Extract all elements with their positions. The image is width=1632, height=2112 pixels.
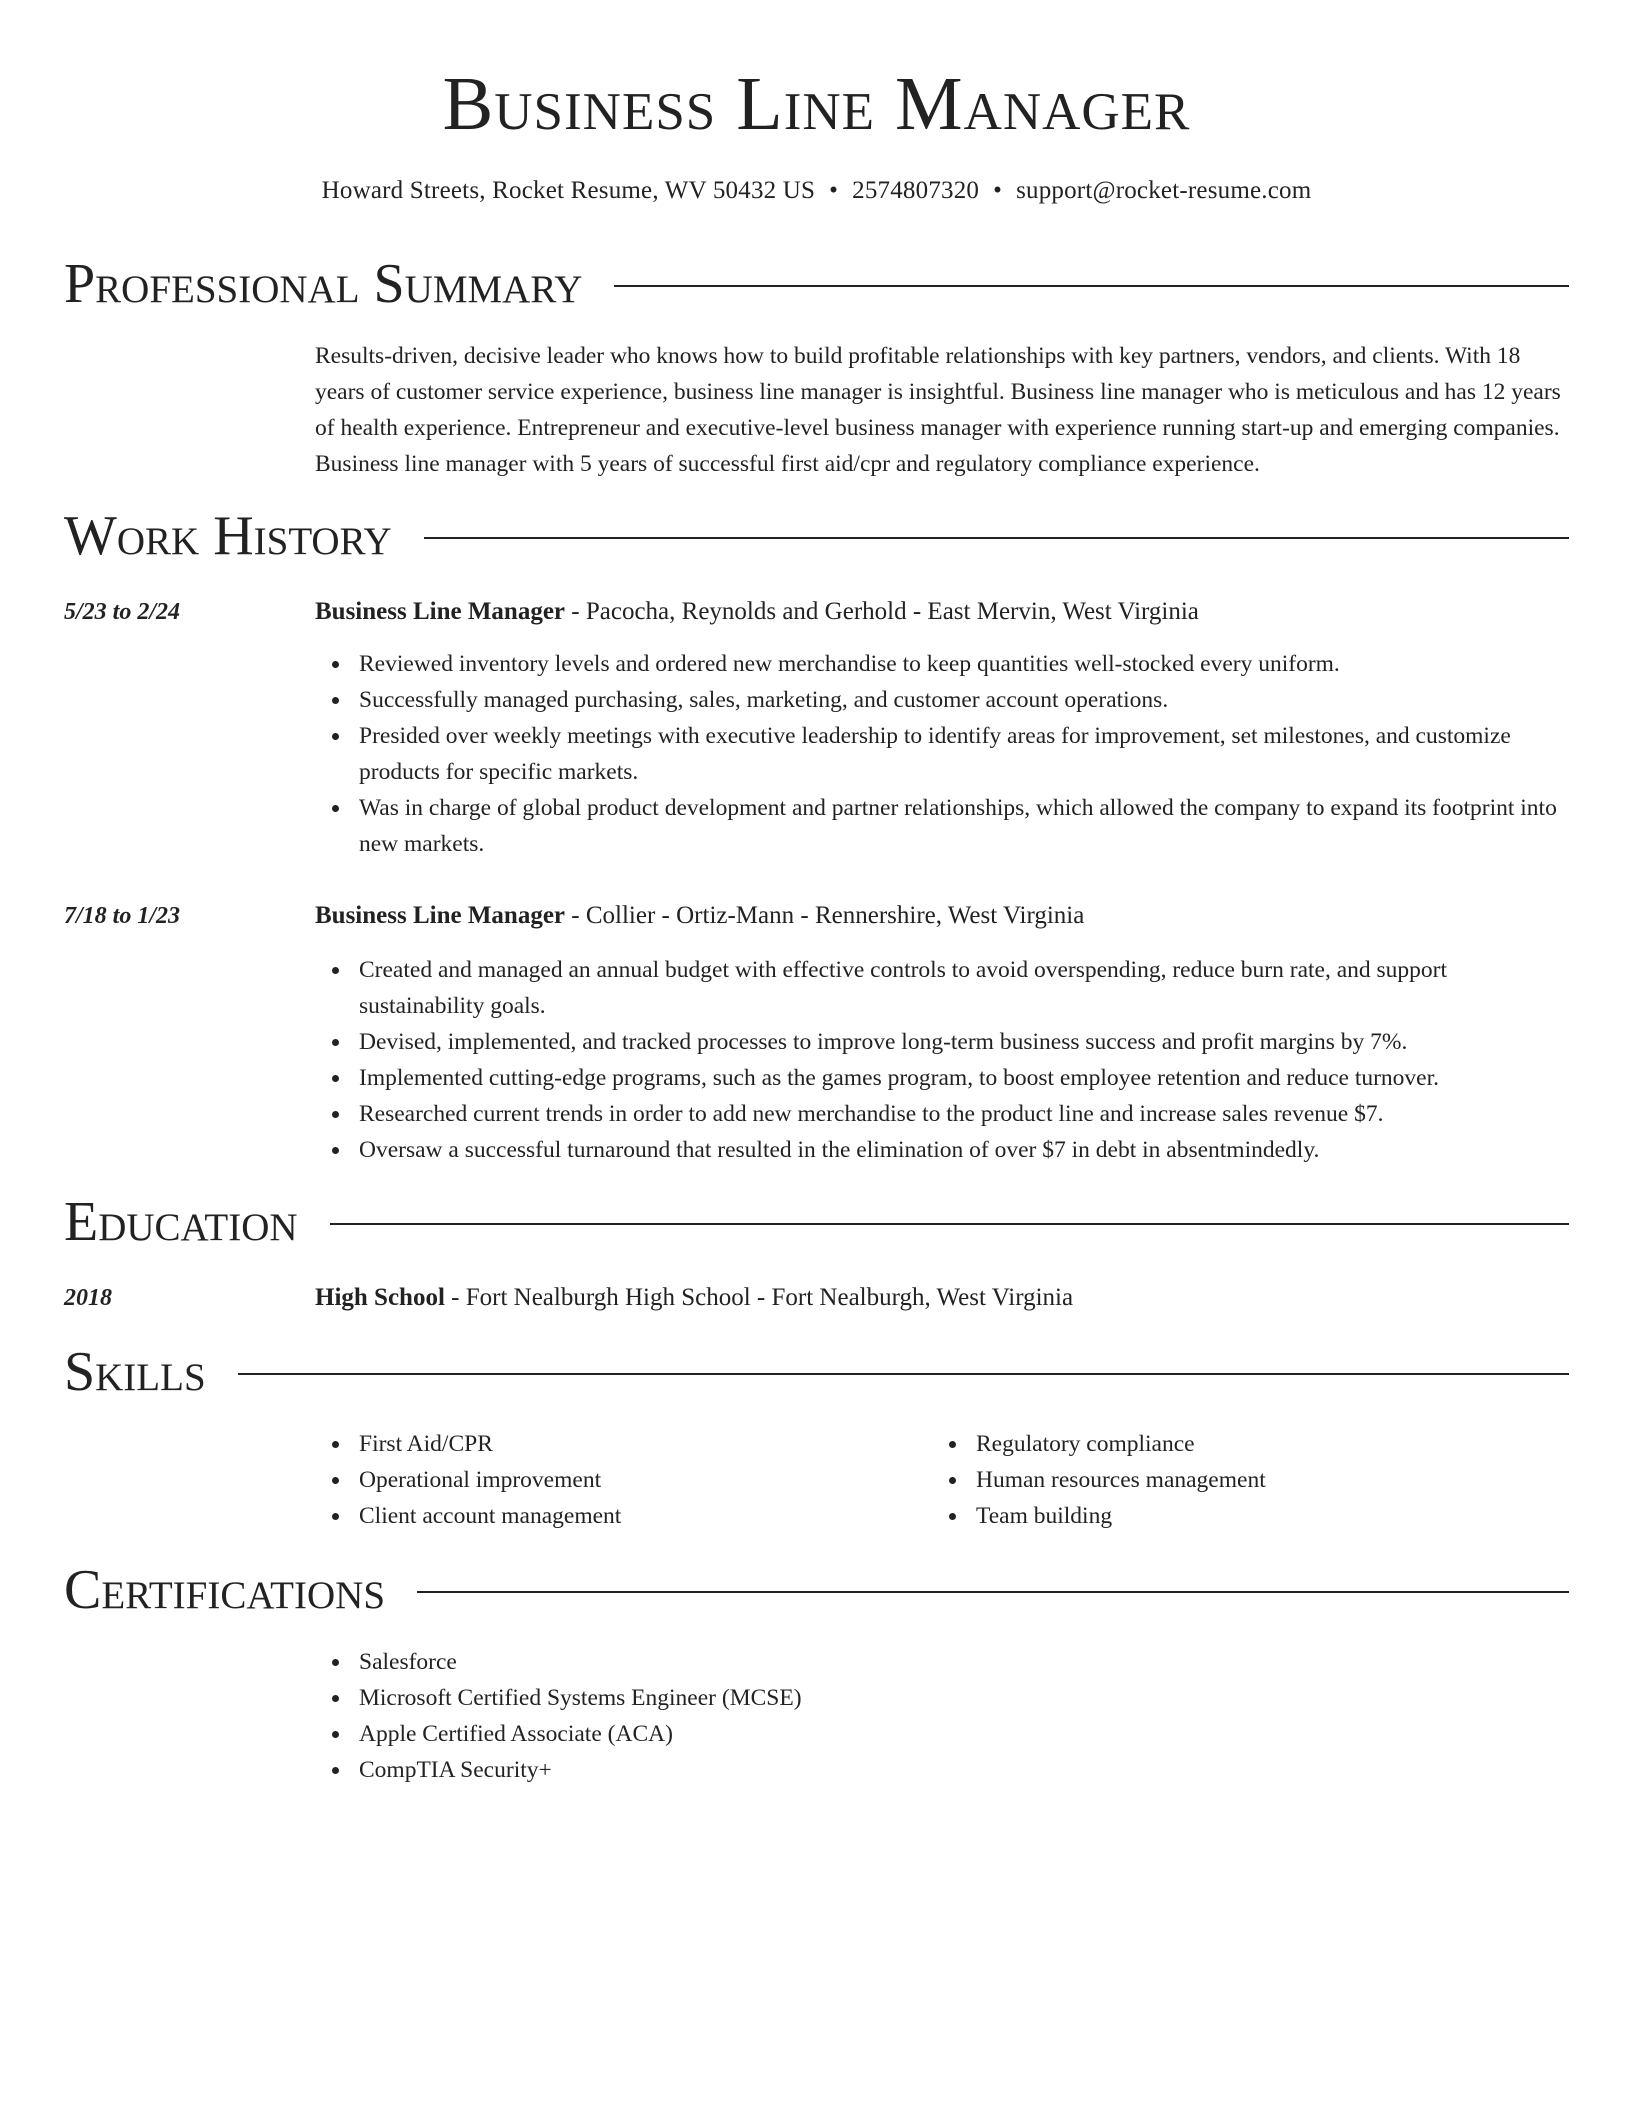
list-item: Team building [976,1498,1549,1534]
contact-email[interactable]: support@rocket-resume.com [1016,177,1312,204]
skills-column-left [315,1426,932,1534]
list-item: Devised, implemented, and tracked processes to improve long-term business success and profit margins by 7%. [359,1024,1569,1060]
section-divider [417,1591,1569,1593]
summary-text: Results-driven, decisive leader who knows how to build profitable relationships with key partners, vendors, and clients. With 18 years of customer service experience, business line manager is insightful. Business line manager who is meticulous and has 12 years of health experience. Entrepreneur and executive-level business manager with experience running start-up and emerging companies. Business line manager with 5 years of successful first aid/cpr and regulatory compliance experience. [315,343,1561,477]
summary-section-header [64,252,1569,316]
section-divider [424,537,1569,539]
list-item: Human resources management [976,1462,1549,1498]
education-year: 2018 [64,1285,112,1311]
contact-separator: • [829,177,839,204]
summary-content [315,338,1569,482]
skills-column-right [932,1426,1549,1534]
job-bullets [315,646,1569,862]
section-divider [330,1223,1569,1225]
list-item: Microsoft Certified Systems Engineer (MCSE) [359,1680,1569,1716]
job-dates: 5/23 to 2/24 [64,599,181,625]
job-title: Business Line Manager [315,598,566,625]
contact-address: Howard Streets, Rocket Resume, WV 50432 US [321,177,816,204]
contact-line [64,174,1569,208]
contact-separator: • [993,177,1003,204]
list-item: Operational improvement [359,1462,932,1498]
skills-content [315,1426,1569,1534]
education-heading [315,1280,1073,1316]
list-item: Apple Certified Associate (ACA) [359,1716,1569,1752]
list-item: CompTIA Security+ [359,1752,1569,1788]
list-item: Was in charge of global product development and partner relationships, which allowed the company to expand its footprint into new markets. [359,790,1569,862]
certifications-content [315,1644,1569,1788]
list-item: Presided over weekly meetings with executive leadership to identify areas for improvement, set milestones, and customize products for specific markets. [359,718,1569,790]
job-details: - Pacocha, Reynolds and Gerhold - East Mervin, West Virginia [565,598,1199,625]
work-section-header [64,504,1569,568]
certifications-section-header [64,1558,1569,1622]
list-item: Implemented cutting-edge programs, such as the games program, to boost employee retention and reduce turnover. [359,1060,1569,1096]
list-item: Client account management [359,1498,932,1534]
section-title-education: Education [64,1191,298,1253]
job-heading [315,898,1084,934]
job-details: - Collier - Ortiz-Mann - Rennershire, West Virginia [565,902,1085,929]
job-heading [315,594,1199,630]
list-item: First Aid/CPR [359,1426,932,1462]
list-item: Oversaw a successful turnaround that resulted in the elimination of over $7 in debt in absentmindedly. [359,1132,1569,1168]
section-title-summary: Professional Summary [64,253,583,315]
list-item: Reviewed inventory levels and ordered new merchandise to keep quantities well-stocked every uniform. [359,646,1569,682]
job-bullets [315,952,1569,1168]
list-item: Created and managed an annual budget with effective controls to avoid overspending, reduce burn rate, and support sustainability goals. [359,952,1569,1024]
section-title-work: Work History [64,505,392,567]
job-dates: 7/18 to 1/23 [64,903,181,929]
list-item: Salesforce [359,1644,1569,1680]
skills-section-header [64,1340,1569,1404]
list-item: Researched current trends in order to add new merchandise to the product line and increase sales revenue $7. [359,1096,1569,1132]
section-title-certifications: Certifications [64,1559,386,1621]
section-divider [238,1373,1569,1375]
list-item: Regulatory compliance [976,1426,1549,1462]
education-section-header [64,1190,1569,1254]
section-title-skills: Skills [64,1341,206,1403]
education-details: - Fort Nealburgh High School - Fort Nealburgh, West Virginia [444,1284,1074,1311]
candidate-name: Business Line Manager [442,62,1191,146]
list-item: Successfully managed purchasing, sales, marketing, and customer account operations. [359,682,1569,718]
contact-phone[interactable]: 2574807320 [852,177,980,204]
job-title: Business Line Manager [315,902,566,929]
education-degree: High School [315,1284,445,1311]
section-divider [614,285,1569,287]
